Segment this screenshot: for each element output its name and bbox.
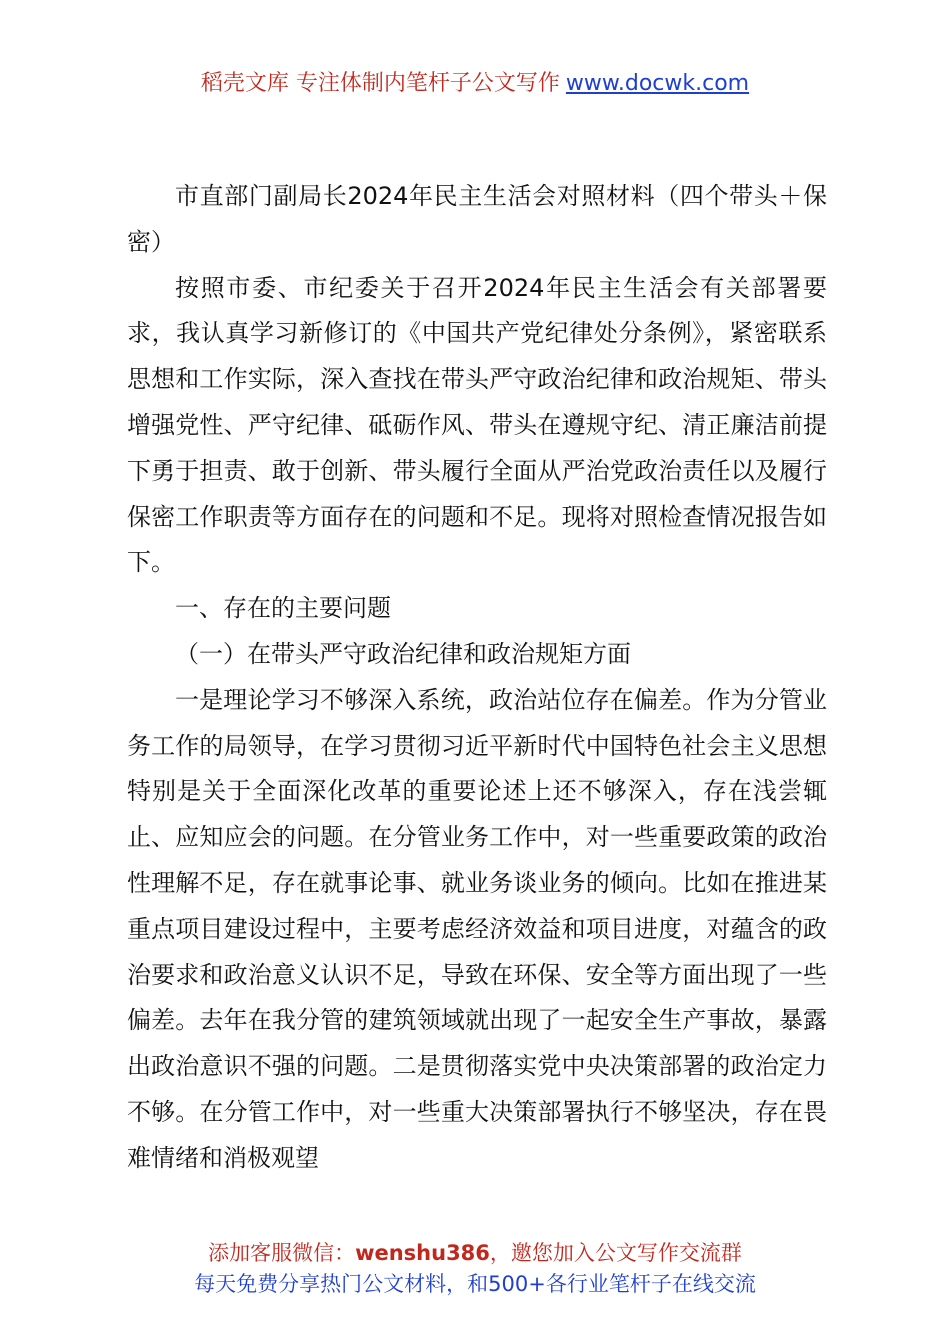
footer-line-1 <box>0 1238 950 1269</box>
subsection-heading: （一）在带头严守政治纪律和政治规矩方面 <box>175 639 631 668</box>
section-heading: 一、存在的主要问题 <box>175 594 391 623</box>
document-title: 市直部门副局长2024年民主生活会对照材料（四个带头＋保密） <box>127 182 827 256</box>
site-header <box>0 68 950 100</box>
footer-suffix: ，邀您加入公文写作交流群 <box>489 1241 742 1265</box>
footer-prefix: 添加客服微信： <box>208 1241 356 1265</box>
site-link[interactable]: www.docwk.com <box>565 71 750 96</box>
site-slogan: 稻壳文库 专注体制内笔杆子公文写作 <box>200 71 560 96</box>
intro-paragraph: 按照市委、市纪委关于召开2024年民主生活会有关部署要求，我认真学习新修订的《中国共产党纪律处分条例》，紧密联系思想和工作实际，深入查找在带头严守政治纪律和政治规矩、带头增强党性、严守纪律、砥砺作风、带头在遵规守纪、清正廉洁前提下勇于担责、敢于创新、带头履行全面从严治党政治责任以及履行保密工作职责等方面存在的问题和不足。现将对照检查情况报告如下。 <box>127 273 827 577</box>
footer-line-2: 每天免费分享热门公文材料，和500+各行业笔杆子在线交流 <box>194 1272 756 1296</box>
document-body <box>127 174 827 1182</box>
wechat-id: wenshu386 <box>355 1241 490 1265</box>
promo-footer <box>0 1238 950 1300</box>
body-paragraph: 一是理论学习不够深入系统，政治站位存在偏差。作为分管业务工作的局领导，在学习贯彻习近平新时代中国特色社会主义思想特别是关于全面深化改革的重要论述上还不够深入，存在浅尝辄止、应知应会的问题。在分管业务工作中，对一些重要政策的政治性理解不足，存在就事论事、就业务谈业务的倾向。比如在推进某重点项目建设过程中，主要考虑经济效益和项目进度，对蕴含的政治要求和政治意义认识不足，导致在环保、安全等方面出现了一些偏差。去年在我分管的建筑领域就出现了一起安全生产事故，暴露出政治意识不强的问题。二是贯彻落实党中央决策部署的政治定力不够。在分管工作中，对一些重大决策部署执行不够坚决，存在畏难情绪和消极观望 <box>127 685 827 1172</box>
